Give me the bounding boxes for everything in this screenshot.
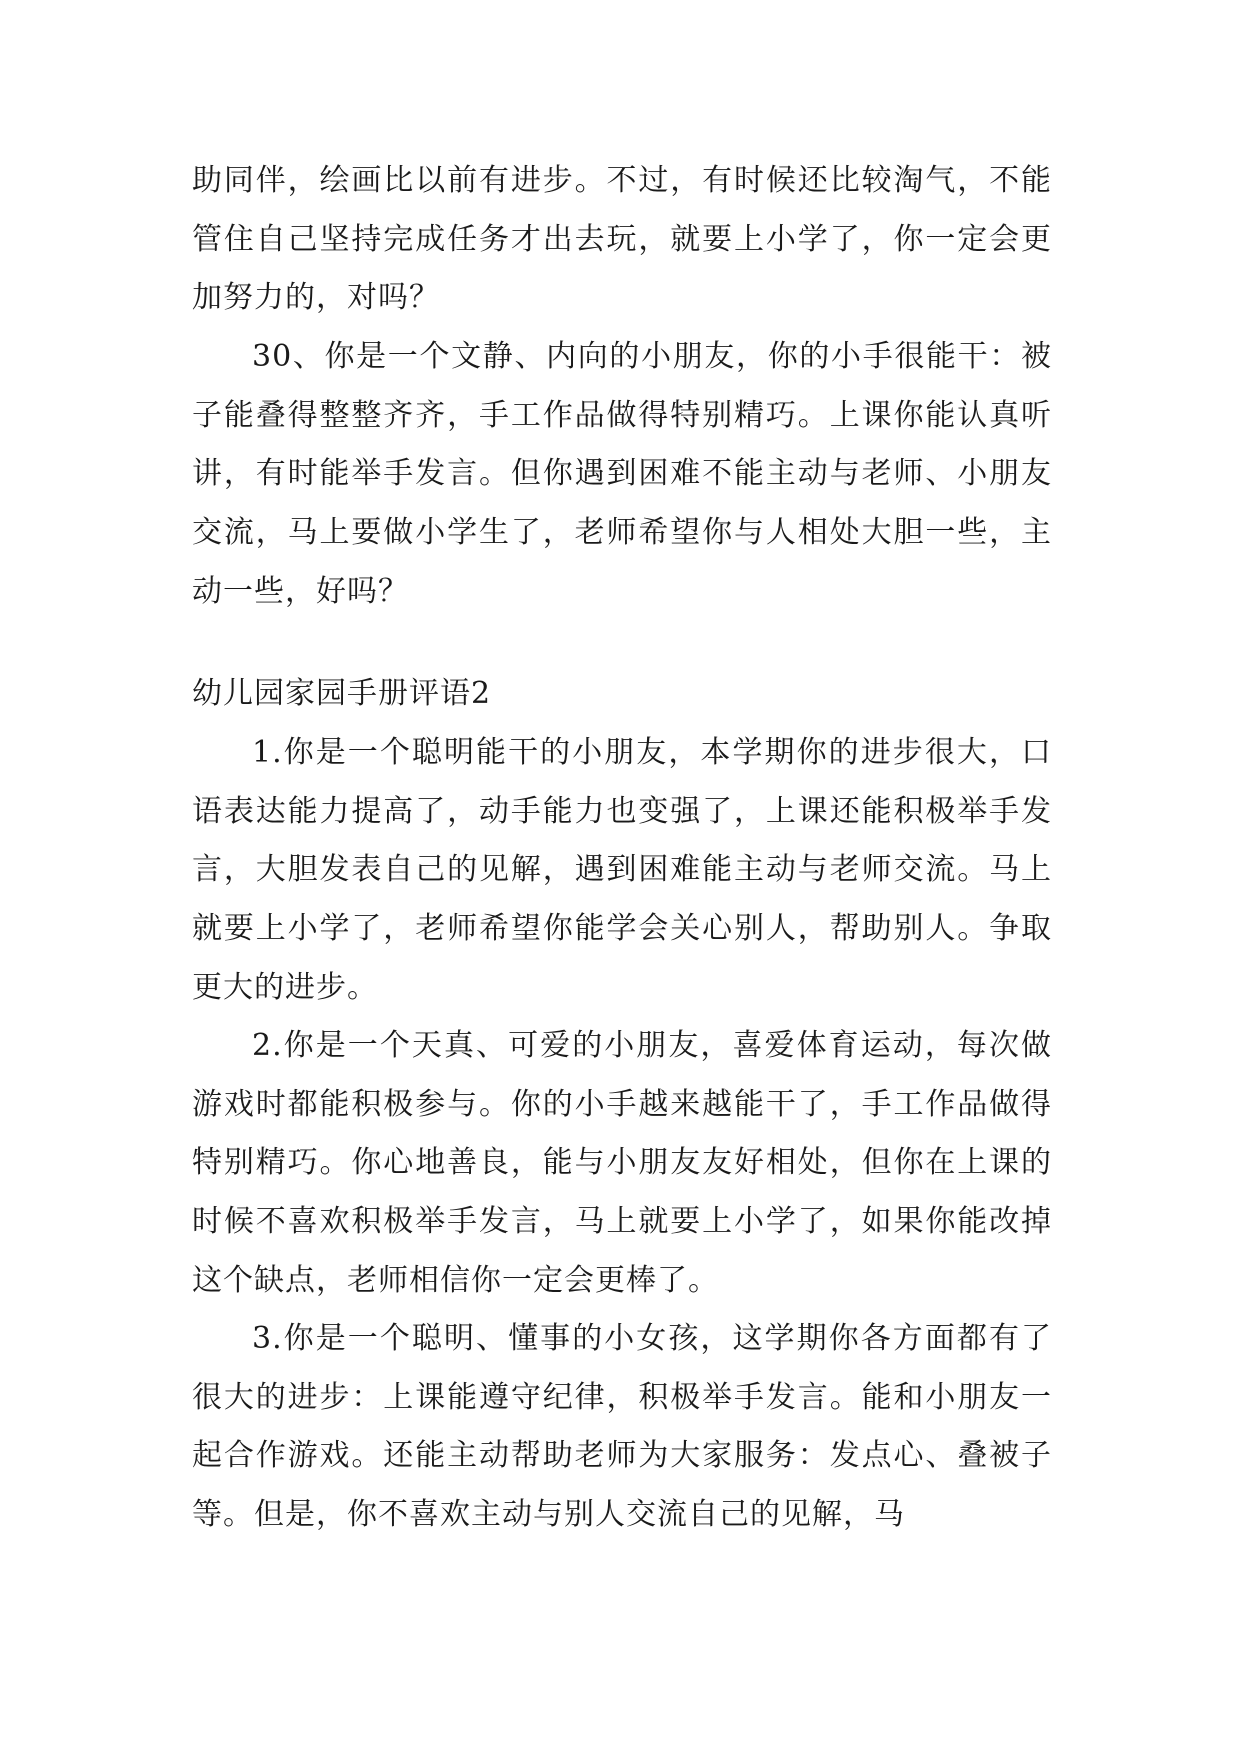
section-heading: 幼儿园家园手册评语2 [192,676,492,711]
paragraph-item-30: 30、你是一个文静、内向的小朋友，你的小手很能干：被子能叠得整整齐齐，手工作品做得特别精巧。上课你能认真听讲，有时能举手发言。但你遇到困难不能主动与老师、小朋友交流，马上要做小学生了，老师希望你与人相处大胆一些，主动一些，好吗？ [192,339,1052,609]
paragraph-continuation: 助同伴，绘画比以前有进步。不过，有时候还比较淘气，不能管住自己坚持完成任务才出去玩，就要上小学了，你一定会更加努力的，对吗？ [192,163,1052,316]
paragraph-item-1: 1.你是一个聪明能干的小朋友，本学期你的进步很大，口语表达能力提高了，动手能力也变强了，上课还能积极举手发言，大胆发表自己的见解，遇到困难能主动与老师交流。马上就要上小学了，老师希望你能学会关心别人，帮助别人。争取更大的进步。 [192,735,1052,1005]
paragraph-item-2: 2.你是一个天真、可爱的小朋友，喜爱体育运动，每次做游戏时都能积极参与。你的小手越来越能干了，手工作品做得特别精巧。你心地善良，能与小朋友友好相处，但你在上课的时候不喜欢积极举手发言，马上就要上小学了，如果你能改掉这个缺点，老师相信你一定会更棒了。 [192,1028,1052,1298]
paragraph-item-3: 3.你是一个聪明、懂事的小女孩，这学期你各方面都有了很大的进步：上课能遵守纪律，积极举手发言。能和小朋友一起合作游戏。还能主动帮助老师为大家服务：发点心、叠被子等。但是，你不喜欢主动与别人交流自己的见解，马 [192,1321,1052,1533]
